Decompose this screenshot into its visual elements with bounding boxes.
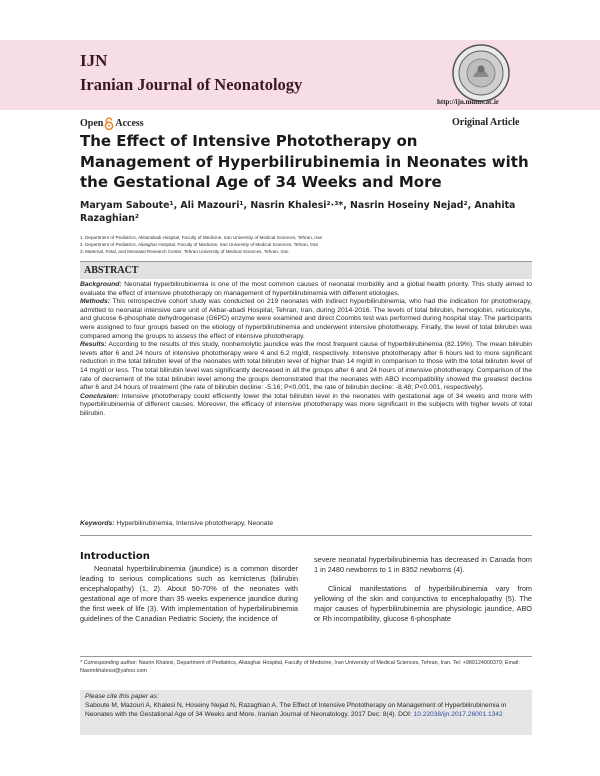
abstract-label: Results:: [80, 341, 107, 349]
abstract-background: [80, 281, 532, 298]
abstract-results: [80, 341, 532, 393]
abstract-heading: ABSTRACT: [80, 262, 532, 279]
intro-paragraph: Clinical manifestations of hyperbilirubinemia vary from yellowing of the skin and conjunctiva to encephalopathy (5). The major causes of hyperbilirubinemia are physiologic jaundice, ABO or Rh incompatibility, glucose 6-phosphate: [314, 584, 532, 624]
abstract-bottom-rule: [80, 535, 532, 536]
affiliation-item: 1. Department of Pediatrics, Akbarabadi Hospital, Faculty of Medicine, Iran University of Medical Sciences, Tehran, Iran: [80, 235, 323, 240]
open-access-prefix: Open: [80, 118, 104, 129]
abstract-label: Conclusion:: [80, 392, 119, 400]
affiliation-item: 2. Department of Pediatrics, Aliasghar Hospital, Faculty of Medicine, Iran University of Medical Sciences, Tehran, Iran: [80, 242, 319, 248]
open-lock-icon: [104, 117, 114, 130]
keywords: [80, 520, 532, 527]
citation-text: Saboute M, Mazouri A, Khalesi N, Hoseiny Nejad N, Razaghian A. The Effect of Intensive Phototherapy on Management of Hyperbilirubinemia in Neonates with the Gestational Age of 34 Weeks and More. Iranian Journal of Neonatology. 2017 Dec: 8(4). DOI:: [85, 701, 507, 718]
citation-heading: Please cite this paper as:: [85, 693, 159, 700]
corresponding-author-note: [80, 659, 532, 675]
footnote-rule: [80, 656, 532, 657]
intro-column-left: [80, 564, 298, 625]
journal-name: Iranian Journal of Neonatology: [80, 75, 303, 94]
doi-link[interactable]: 10.22038/ijn.2017.26001.1342: [413, 710, 503, 718]
abstract-label: Background:: [80, 281, 122, 288]
affiliation-item: 3. Maternal, Fetal, and Neonatal Research Center, Tehran University of Medical Sciences, Tehran, Iran: [80, 249, 289, 255]
article-type: Original Article: [452, 117, 520, 128]
citation-text-block: [85, 702, 527, 720]
journal-url[interactable]: http://ijn.mums.ac.ir: [437, 98, 500, 106]
article-title: The Effect of Intensive Phototherapy on Management of Hyperbilirubinemia in Neonates with the Gestational Age of 34 Weeks and More: [80, 132, 529, 191]
abstract-text: This retrospective cohort study was conducted on 219 neonates with indirect hyperbilirubinemia, who had the indication for phototherapy, admitted to neonatal intensive care unit of Akbar-abadi Hospital, Tehran, Iran, during 2014-2016. The levels of total bilirubin, hemoglobin, reticulocyte, and glucose 6-phosphate dehydrogenase (G6PD) enzyme were examined and direct Coombs test was performed during hospital stay. The participants were assigned to four groups based on the etiology of hyperbilirubinemia and underwent intensive phototherapy. Finally, the level of total bilirubin was compared among the groups to assess the effect of intensive phototherapy.: [80, 298, 532, 340]
abstract-text: Intensive phototherapy could efficiently lower the total bilirubin level in the neonates with gestational age of 34 weeks and more with hyperbilirubinemia of different causes. Moreover, the efficacy of intensive phototherapy was more significant in the subjects with higher levels of total bilirubin.: [80, 392, 532, 417]
introduction-heading: Introduction: [80, 551, 150, 562]
open-access-badge: [80, 117, 144, 130]
author-list: Maryam Saboute¹, Ali Mazouri¹, Nasrin Khalesi²·³*, Nasrin Hoseiny Nejad², Anahita Razaghian²: [80, 200, 516, 224]
journal-abbreviation: IJN: [80, 51, 108, 70]
abstract-text: Neonatal hyperbilirubinemia is one of the most common causes of neonatal morbidity and a global health priority. This study aimed to evaluate the effect of intensive phototherapy on management of hyperbilirubinemia with different etiologies.: [80, 281, 532, 297]
citation-box: [80, 690, 532, 735]
footnote-label: * Corresponding author:: [80, 660, 138, 666]
abstract-text: According to the results of this study, nonhemolytic jaundice was the most frequent cause of hyperbilirubinemia (82.19%). The mean bilirubin levels after 6 and 24 hours of intensive phototherapy were 4 and 6.2 mg/dl, respectively. Intensive phototherapy after 6 hours led to more significant reduction in the total bilirubin level of the neonates with total bilirubin level of higher than 14 mg/dl in comparison to those with the total bilirubin level of 14 mg/dl or less. The total bilirubin level was significantly decreased in all the groups after 6 and 24 hours of intensive phototherapy. Comparison of the rate of decrement of the total bilirubin level among the groups demonstrated that the neonates with ABO incompatibility showed the greatest decline after 6 and 24 hours of treatment (the rate of bilirubin decline: -5.16; P<0.001, the rate of bilirubin decline: -8.48; P<0.001, respectively).: [80, 341, 532, 392]
journal-seal-icon: [451, 43, 511, 103]
abstract-label: Methods:: [80, 298, 110, 306]
abstract-conclusion: [80, 393, 532, 419]
keywords-text: Hyperbilirubinemia, Intensive phototherapy, Neonate: [116, 520, 274, 527]
intro-paragraph: severe neonatal hyperbilirubinemia has decreased in Canada from 1 in 2480 newborns to 1 in 8352 newborns (4).: [314, 555, 532, 575]
intro-column-right: [314, 555, 532, 625]
abstract-body: [80, 281, 532, 419]
open-access-suffix: Access: [115, 118, 144, 129]
intro-paragraph: Neonatal hyperbilirubinemia (jaundice) is a common disorder leading to serious complications such as kernicterus (bilirubin encephalopathy) (1, 2). About 50-70% of the neonates with gestational age of more than 35 weeks experience jaundice during the first week of life (3). With implementation of hyperbilirubinemia guidelines of the Canadian Pediatric Society, the incidence of: [80, 564, 298, 624]
affiliations: [80, 234, 532, 256]
footnote-text: Nasrin Khalesi, Department of Pediatrics, Aliasghar Hospital, Faculty of Medicine, Iran University of Medical Sciences, Tehran, Iran. Tel: +989124000379; Email: Nasrinkhalessi@yahoo.com: [80, 660, 520, 675]
abstract-methods: [80, 298, 532, 341]
keywords-label: Keywords:: [80, 520, 115, 527]
